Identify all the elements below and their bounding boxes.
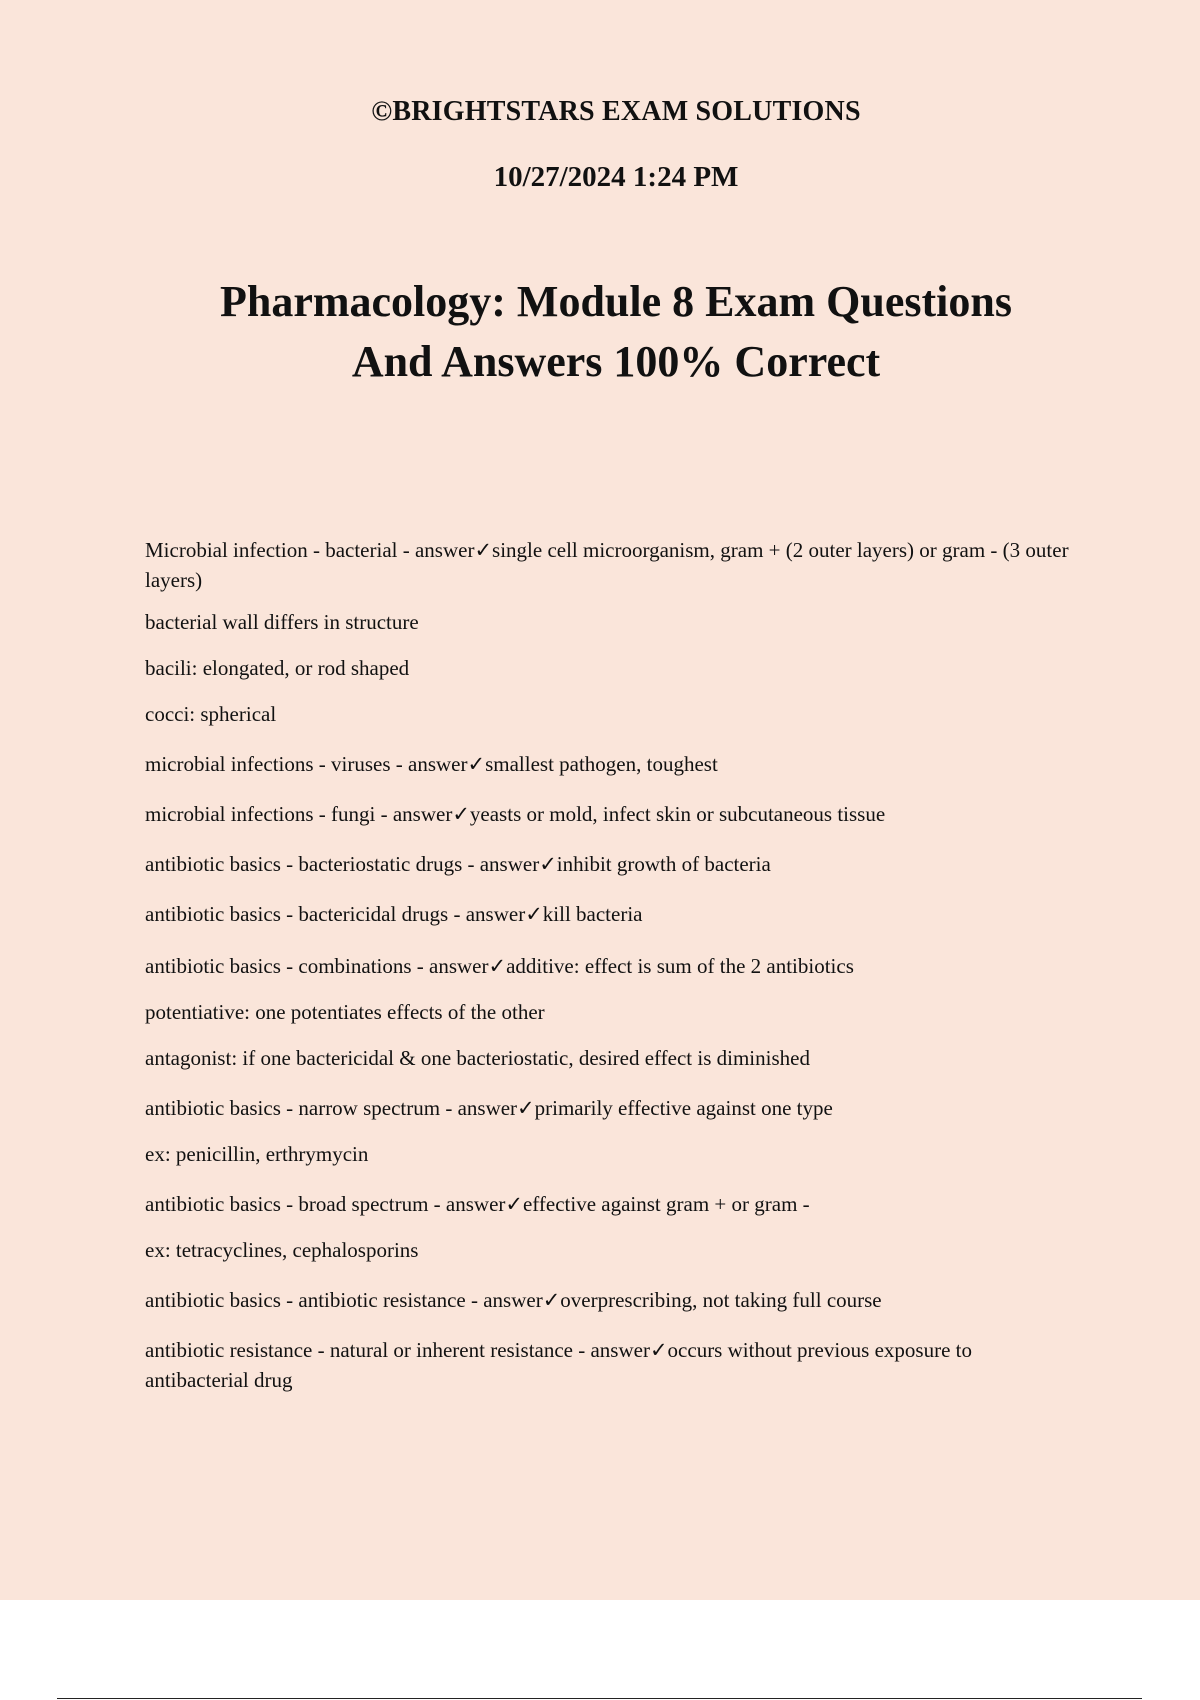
list-item: antibiotic basics - combinations - answer✓additive: effect is sum of the 2 antibiotics [145,954,854,978]
list-item: antibiotic basics - narrow spectrum - answer✓primarily effective against one type [145,1096,833,1120]
list-item: cocci: spherical [145,702,277,726]
title-line-1: Pharmacology: Module 8 Exam Questions [220,277,1012,326]
question-list [145,535,1075,1395]
list-item: ex: penicillin, erthrymycin [145,1142,369,1166]
list-item: potentiative: one potentiates effects of the other [145,1000,545,1024]
list-item: antibiotic basics - bacteriostatic drugs - answer✓inhibit growth of bacteria [145,852,771,876]
list-item: antibiotic resistance - natural or inherent resistance - answer✓occurs without previous exposure to antibacterial drug [145,1338,972,1392]
list-item: antibiotic basics - bactericidal drugs - answer✓kill bacteria [145,902,643,926]
copyright-header: ©BRIGHTSTARS EXAM SOLUTIONS [371,96,861,127]
list-item: antibiotic basics - broad spectrum - answer✓effective against gram + or gram - [145,1192,810,1216]
title-line-2: And Answers 100% Correct [351,337,881,386]
list-item: bacterial wall differs in structure [145,610,419,634]
list-item: antibiotic basics - antibiotic resistance - answer✓overprescribing, not taking full course [145,1288,882,1312]
list-item: microbial infections - fungi - answer✓yeasts or mold, infect skin or subcutaneous tissue [145,802,886,826]
list-item: antagonist: if one bactericidal & one bacteriostatic, desired effect is diminished [145,1046,810,1070]
list-item: Microbial infection - bacterial - answer✓single cell microorganism, gram + (2 outer layers) or gram - (3 outer layers) [145,538,1069,592]
page-divider [57,1698,1142,1699]
list-item: ex: tetracyclines, cephalosporins [145,1238,419,1262]
date-time-stamp: 10/27/2024 1:24 PM [493,161,739,193]
list-item: bacili: elongated, or rod shaped [145,656,410,680]
document-title [0,272,1200,392]
list-item: microbial infections - viruses - answer✓smallest pathogen, toughest [145,752,718,776]
